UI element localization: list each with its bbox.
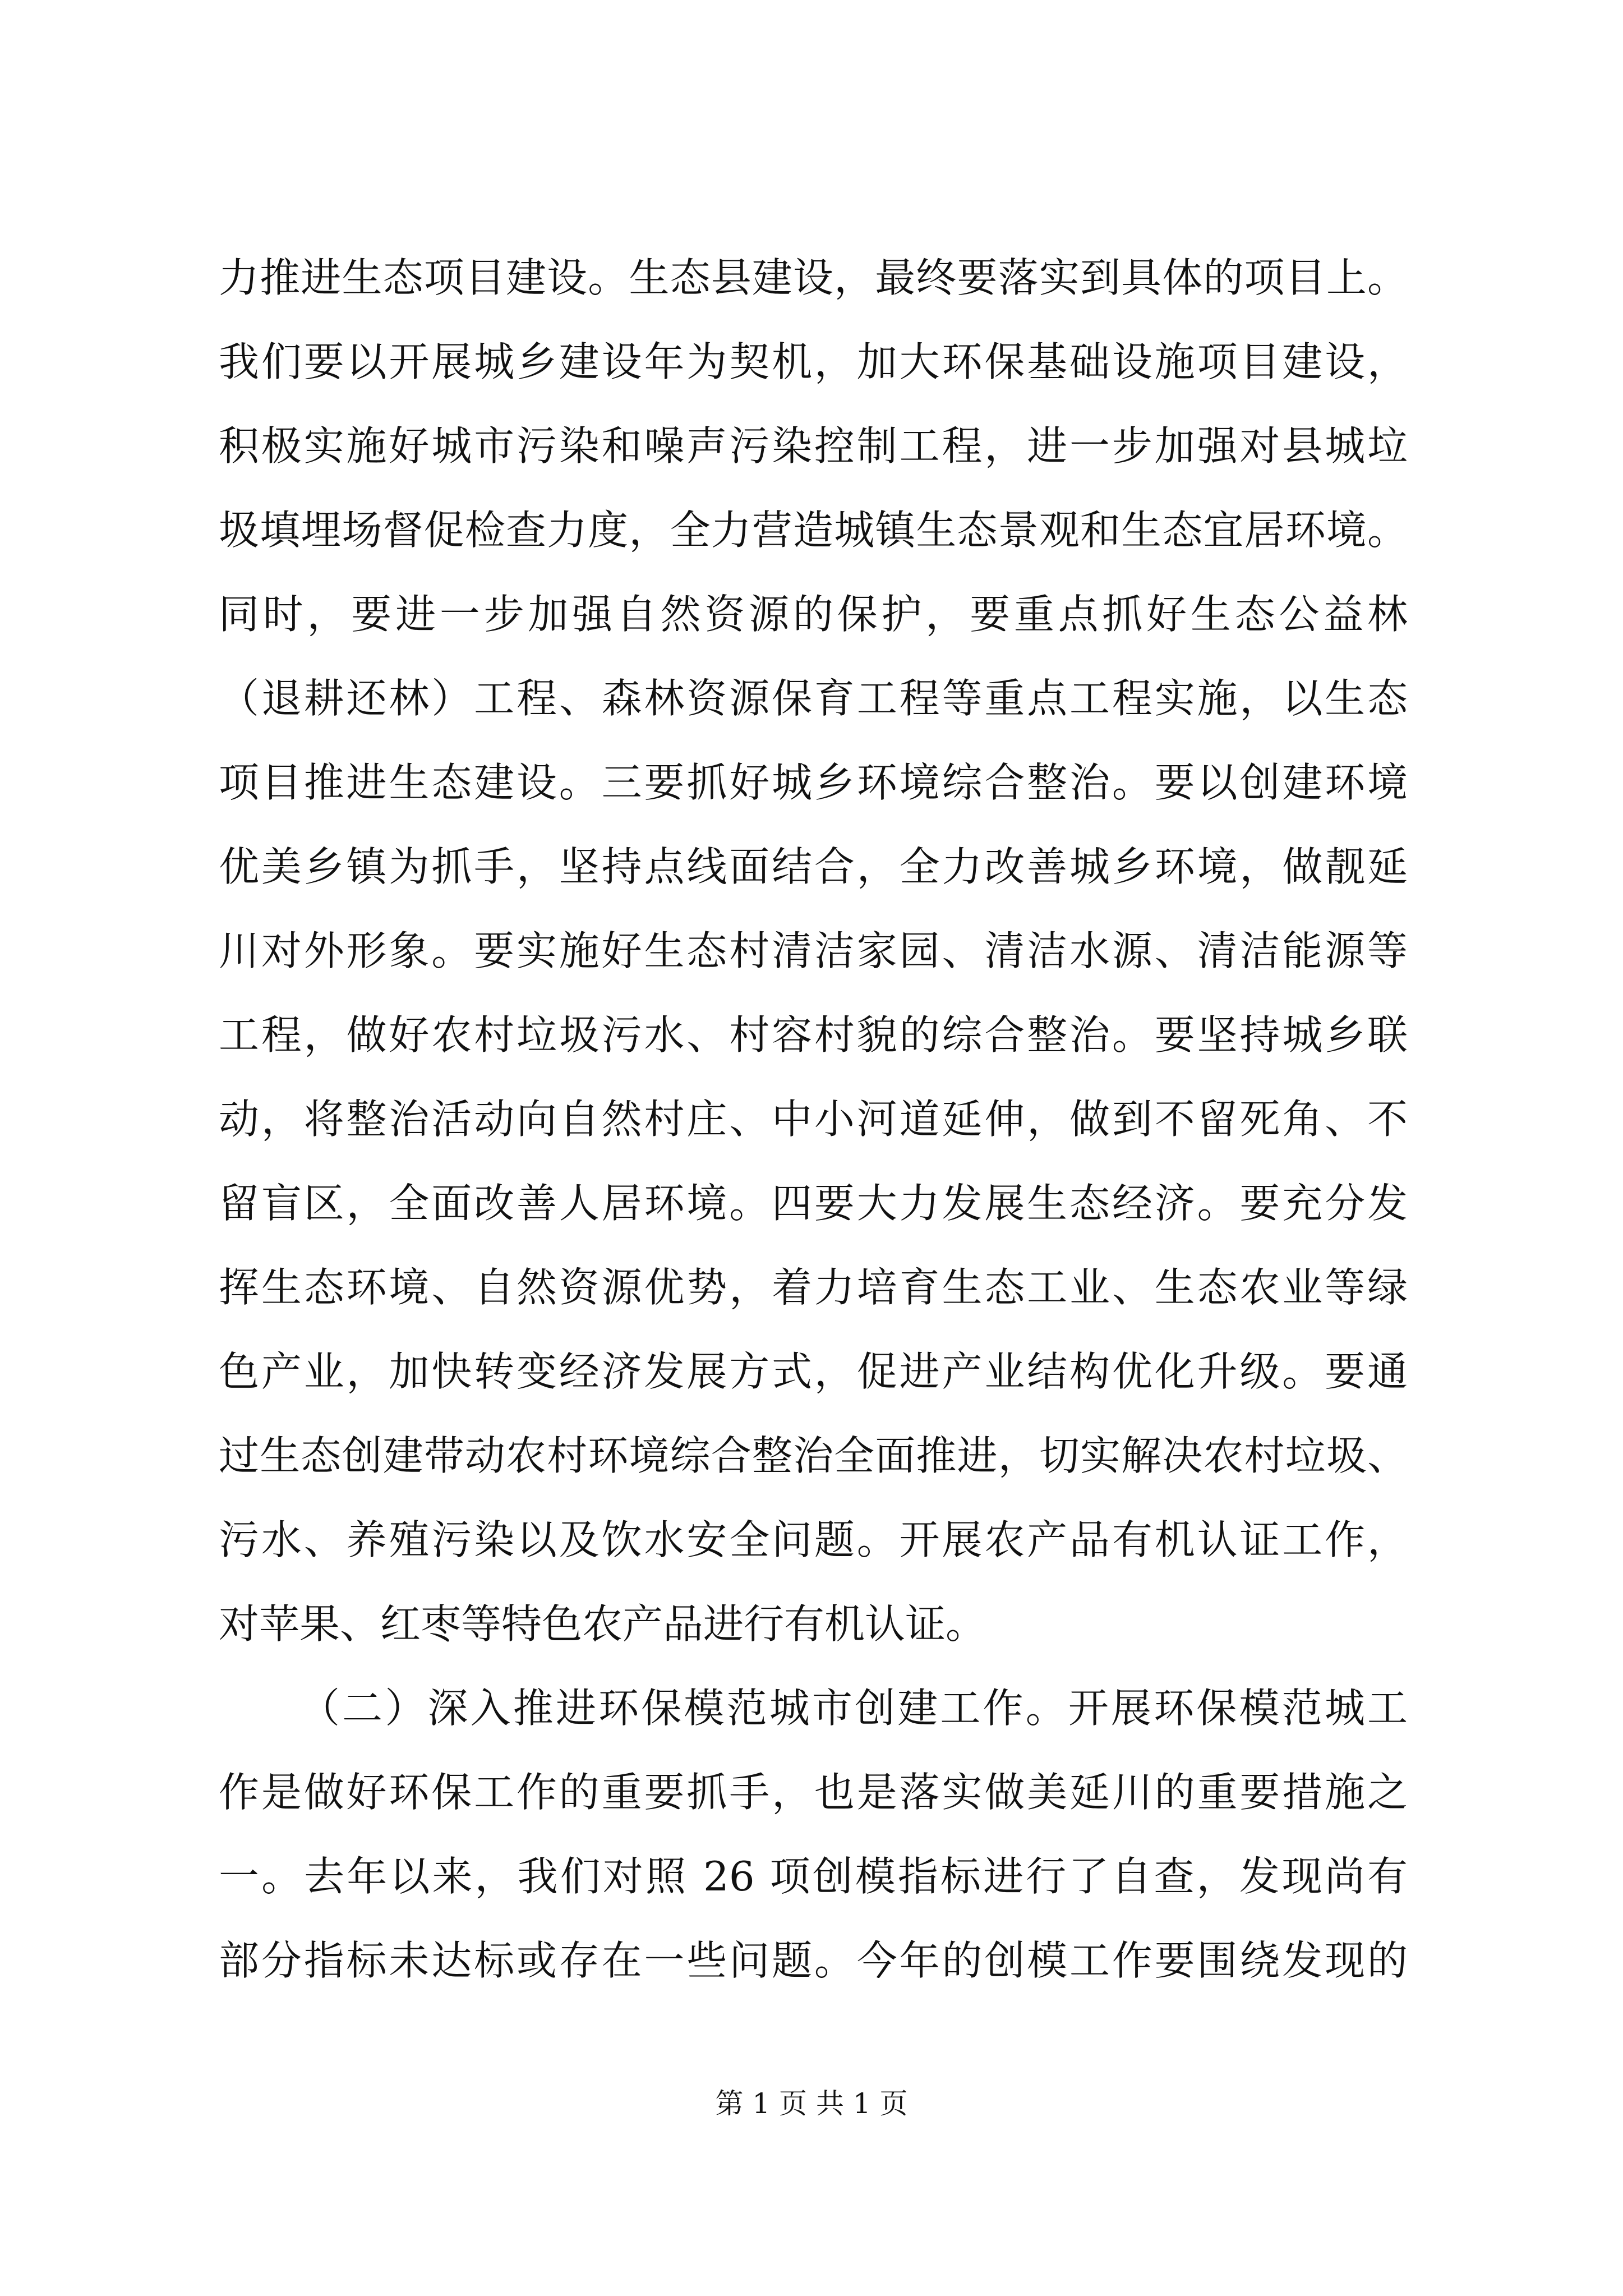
- text-line: 色产业，加快转变经济发展方式，促进产业结构优化升级。要通: [219, 1348, 1408, 1395]
- text-line: 挥生态环境、自然资源优势，着力培育生态工业、生态农业等绿: [219, 1264, 1408, 1311]
- text-line: 优美乡镇为抓手，坚持点线面结合，全力改善城乡环境，做靓延: [219, 843, 1408, 890]
- text-line: （退耕还林）工程、森林资源保育工程等重点工程实施，以生态: [219, 675, 1408, 722]
- text-line: 污水、养殖污染以及饮水安全问题。开展农产品有机认证工作，: [219, 1516, 1408, 1563]
- text-line: 留盲区，全面改善人居环境。四要大力发展生态经济。要充分发: [219, 1180, 1408, 1227]
- page-footer: 第 1 页 共 1 页: [715, 2087, 908, 2120]
- text-line: 作是做好环保工作的重要抓手，也是落实做美延川的重要措施之: [219, 1769, 1408, 1816]
- text-line: 过生态创建带动农村环境综合整治全面推进，切实解决农村垃圾、: [219, 1432, 1408, 1479]
- document-body: [219, 236, 1408, 2003]
- text-line: 我们要以开展城乡建设年为契机，加大环保基础设施项目建设，: [219, 338, 1408, 385]
- text-line-section-heading: （二）深入推进环保模范城市创建工作。开展环保模范城工: [299, 1685, 1408, 1732]
- text-line: 一。去年以来，我们对照 26 项创模指标进行了自查，发现尚有: [219, 1853, 1408, 1900]
- text-line-paragraph-end: 对苹果、红枣等特色农产品进行有机认证。: [219, 1600, 986, 1648]
- text-line: 同时，要进一步加强自然资源的保护，要重点抓好生态公益林: [219, 591, 1408, 638]
- text-line: 项目推进生态建设。三要抓好城乡环境综合整治。要以创建环境: [219, 759, 1408, 806]
- text-line: 圾填埋场督促检查力度，全力营造城镇生态景观和生态宜居环境。: [219, 507, 1408, 554]
- text-line: 动，将整治活动向自然村庄、中小河道延伸，做到不留死角、不: [219, 1096, 1408, 1143]
- text-line: 川对外形象。要实施好生态村清洁家园、清洁水源、清洁能源等: [219, 927, 1408, 974]
- text-line: 力推进生态项目建设。生态县建设，最终要落实到具体的项目上。: [219, 254, 1408, 301]
- text-line: 工程，做好农村垃圾污水、村容村貌的综合整治。要坚持城乡联: [219, 1011, 1408, 1059]
- text-line: 积极实施好城市污染和噪声污染控制工程，进一步加强对县城垃: [219, 422, 1408, 470]
- text-line: 部分指标未达标或存在一些问题。今年的创模工作要围绕发现的: [219, 1937, 1408, 1984]
